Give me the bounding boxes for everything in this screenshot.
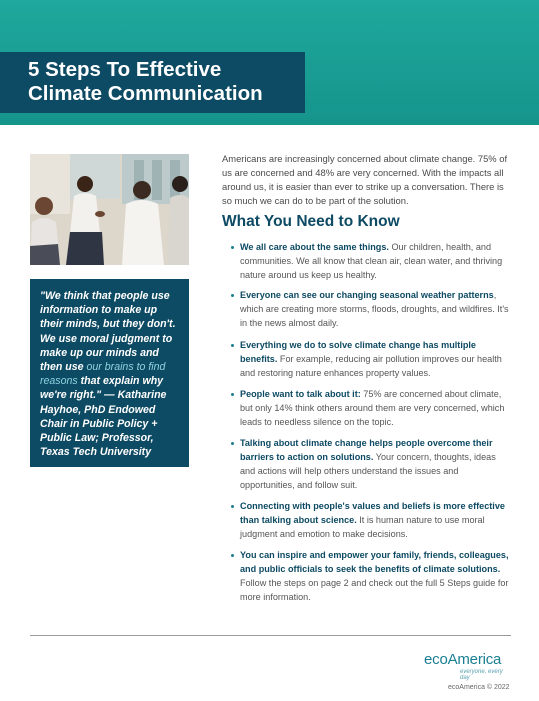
intro-paragraph: Americans are increasingly concerned about climate change. 75% of us are concerned and 48% are very concerned. With the impacts all around us, it is easier than ever to strike up a conversation. There is so much we can do to be part of the solution. [222,153,508,207]
bullet-text: Your concern, thoughts, ideas and actions will help others understand the issues and opportunities, and follow suit. [240,452,496,490]
bullet-text: , which are creating more storms, floods, droughts, and wildfires. It's in the news almost daily. [240,290,509,328]
bullet-text: For example, reducing air pollution improves our health and restoring nature enhances property values. [240,354,502,378]
logo-name: ecoAmerica [424,651,502,668]
footer-divider [30,635,511,636]
title-box [0,52,305,113]
quote-highlight: our brains to find reasons [40,361,166,388]
bullet-text: Our children, health, and communities. We all know that clean air, clean water, and thriving nature around us keep us healthy. [240,242,503,280]
bullet-text: It is human nature to use moral judgment and emotion to make decisions. [240,515,485,539]
bullet-item [230,436,512,492]
people-conversation-photo [30,154,189,265]
bullet-item [230,288,512,330]
page-title-line1: 5 Steps To Effective [28,58,222,81]
bullet-bold: People want to talk about it: [240,389,361,399]
copyright-text: ecoAmerica © 2022 [448,684,510,691]
ecoamerica-logo [424,651,514,681]
bullet-bold: Talking about climate change helps people overcome their barriers to action on solutions. [240,438,493,462]
bullet-bold: You can inspire and empower your family, friends, colleagues, and public officials to seek the benefits of climate solutions. [240,550,509,574]
quote-text-part1: "We think that people use information to make up their minds, but they don't. We use moral judgment to make up our minds and then use [40,290,176,374]
logo-tagline: everyone, every day [460,669,503,681]
bullet-bold: Connecting with people's values and beliefs is more effective than talking about science. [240,501,505,525]
photo-illustration [30,154,189,265]
bullet-item [230,387,512,429]
bullet-item [230,548,512,604]
bullet-item [230,499,512,541]
bullet-text: Follow the steps on page 2 and check out the full 5 Steps guide for more information. [240,578,509,602]
bullet-item [230,240,512,282]
bullet-bold: Everyone can see our changing seasonal weather patterns [240,290,494,300]
quote-text-part2: that explain why we're right." — Katharine Hayhoe, PhD Endowed Chair in Public Policy + Public Law; Professor, Texas Tech University [40,375,167,459]
bullet-list [230,240,512,604]
bullet-text: 75% are concerned about climate, but only 14% think others around them are very concerned, which leads to needless silence on the topic. [240,389,505,427]
bullet-item [230,338,512,380]
bullet-bold: Everything we do to solve climate change has multiple benefits. [240,340,476,364]
bullet-bold: We all care about the same things. [240,242,389,252]
page-title-line2: Climate Communication [28,82,263,105]
section-heading: What You Need to Know [222,213,400,230]
quote-box [30,279,189,467]
